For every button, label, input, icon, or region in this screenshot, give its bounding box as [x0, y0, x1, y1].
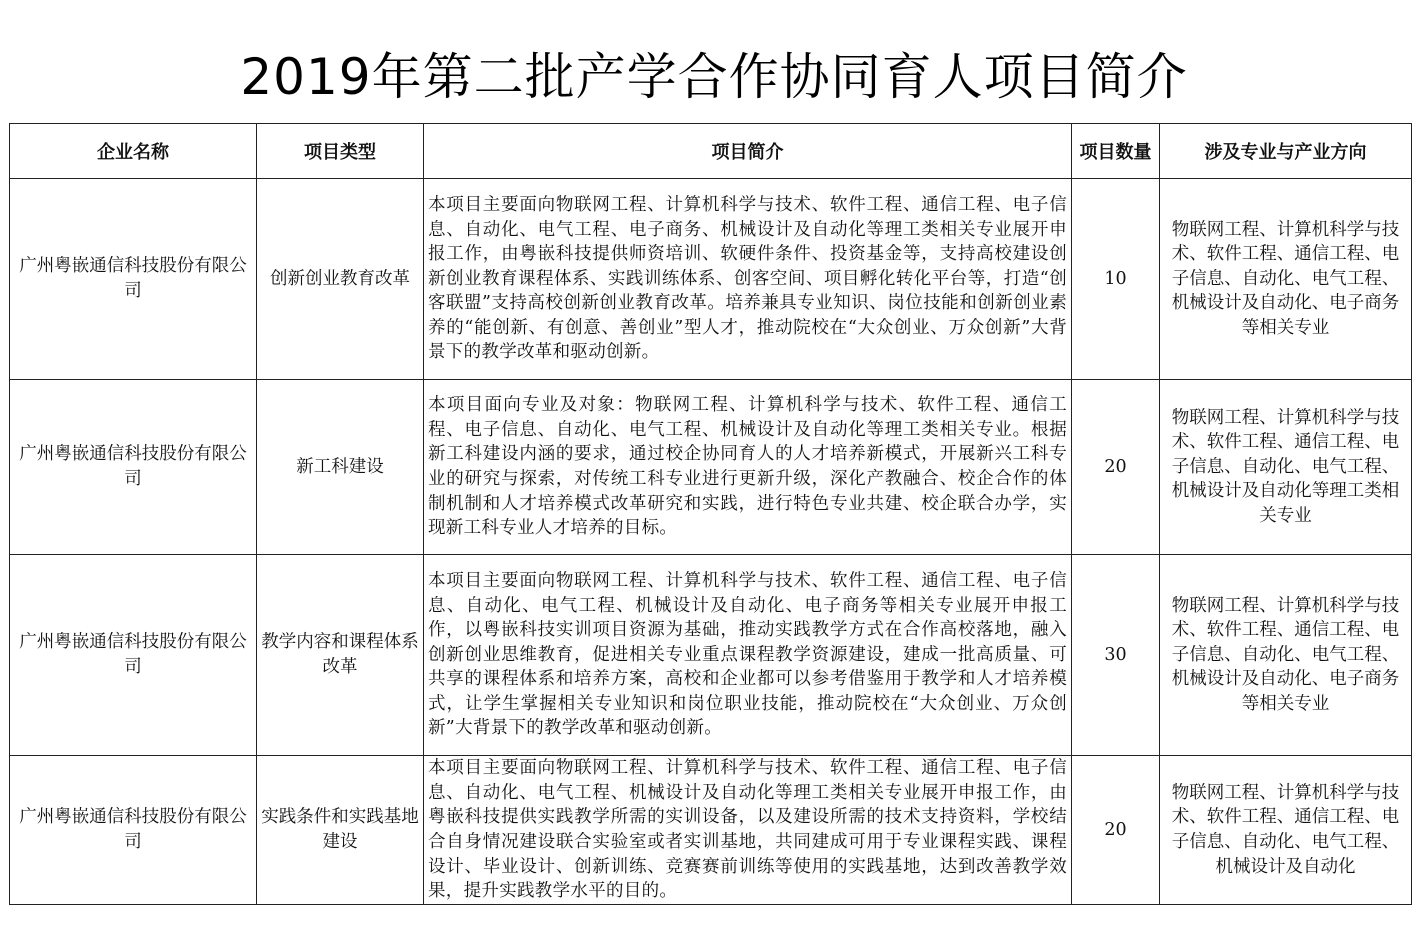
header-company: 企业名称	[10, 124, 257, 179]
table-header-row	[10, 124, 1412, 179]
project-table	[9, 123, 1412, 905]
header-type: 项目类型	[257, 124, 424, 179]
majors-cell: 物联网工程、计算机科学与技术、软件工程、通信工程、电子信息、自动化、电气工程、机械设计及自动化等理工类相关专业	[1160, 380, 1412, 555]
description-cell: 本项目主要面向物联网工程、计算机科学与技术、软件工程、通信工程、电子信息、自动化、电气工程、电子商务、机械设计及自动化等理工类相关专业展开申报工作，由粤嵌科技提供师资培训、软硬件条件、投资基金等，支持高校建设创新创业教育课程体系、实践训练体系、创客空间、项目孵化转化平台等，打造“创客联盟”支持高校创新创业教育改革。培养兼具专业知识、岗位技能和创新创业素养的“能创新、有创意、善创业”型人才，推动院校在“大众创业、万众创新”大背景下的教学改革和驱动创新。	[424, 179, 1072, 380]
description-cell: 本项目面向专业及对象：物联网工程、计算机科学与技术、软件工程、通信工程、电子信息、自动化、电气工程、机械设计及自动化等理工类相关专业。根据新工科建设内涵的要求，通过校企协同育人的人才培养新模式，开展新兴工科专业的研究与探索，对传统工科专业进行更新升级，深化产教融合、校企合作的体制机制和人才培养模式改革研究和实践，进行特色专业共建、校企联合办学，实现新工科专业人才培养的目标。	[424, 380, 1072, 555]
table-row	[10, 380, 1412, 555]
count-cell: 20	[1072, 756, 1160, 905]
page-title: 2019年第二批产学合作协同育人项目简介	[240, 48, 1188, 106]
majors-cell: 物联网工程、计算机科学与技术、软件工程、通信工程、电子信息、自动化、电气工程、机械设计及自动化、电子商务等相关专业	[1160, 555, 1412, 756]
table-row	[10, 756, 1412, 905]
company-cell: 广州粤嵌通信科技股份有限公司	[10, 380, 257, 555]
count-cell: 20	[1072, 380, 1160, 555]
table-row	[10, 555, 1412, 756]
type-cell: 创新创业教育改革	[257, 179, 424, 380]
count-cell: 10	[1072, 179, 1160, 380]
description-cell: 本项目主要面向物联网工程、计算机科学与技术、软件工程、通信工程、电子信息、自动化、电气工程、机械设计及自动化、电子商务等相关专业展开申报工作，以粤嵌科技实训项目资源为基础，推动实践教学方式在合作高校落地，融入创新创业思维教育，促进相关专业重点课程教学资源建设，建成一批高质量、可共享的课程体系和培养方案，高校和企业都可以参考借鉴用于教学和人才培养模式，让学生掌握相关专业知识和岗位职业技能，推动院校在“大众创业、万众创新”大背景下的教学改革和驱动创新。	[424, 555, 1072, 756]
type-cell: 新工科建设	[257, 380, 424, 555]
header-description: 项目简介	[424, 124, 1072, 179]
type-cell: 实践条件和实践基地建设	[257, 756, 424, 905]
company-cell: 广州粤嵌通信科技股份有限公司	[10, 179, 257, 380]
company-cell: 广州粤嵌通信科技股份有限公司	[10, 756, 257, 905]
company-cell: 广州粤嵌通信科技股份有限公司	[10, 555, 257, 756]
table-row	[10, 179, 1412, 380]
description-cell: 本项目主要面向物联网工程、计算机科学与技术、软件工程、通信工程、电子信息、自动化、电气工程、机械设计及自动化等理工类相关专业展开申报工作，由粤嵌科技提供实践教学所需的实训设备，以及建设所需的技术支持资料，学校结合自身情况建设联合实验室或者实训基地，共同建成可用于专业课程实践、课程设计、毕业设计、创新训练、竞赛赛前训练等使用的实践基地，达到改善教学效果，提升实践教学水平的目的。	[424, 756, 1072, 905]
majors-cell: 物联网工程、计算机科学与技术、软件工程、通信工程、电子信息、自动化、电气工程、机械设计及自动化、电子商务等相关专业	[1160, 179, 1412, 380]
majors-cell: 物联网工程、计算机科学与技术、软件工程、通信工程、电子信息、自动化、电气工程、机械设计及自动化	[1160, 756, 1412, 905]
type-cell: 教学内容和课程体系改革	[257, 555, 424, 756]
count-cell: 30	[1072, 555, 1160, 756]
header-count: 项目数量	[1072, 124, 1160, 179]
header-majors: 涉及专业与产业方向	[1160, 124, 1412, 179]
